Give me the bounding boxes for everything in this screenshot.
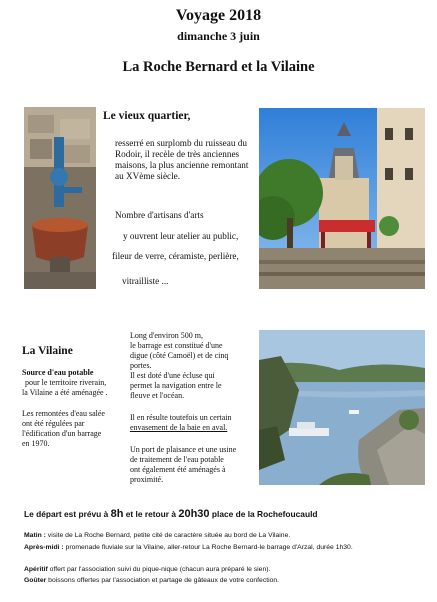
aprem-label: Après-midi : xyxy=(24,544,64,551)
aperitif-label: Apéritif xyxy=(24,566,48,573)
matin-label: Matin : xyxy=(24,532,46,539)
program-apres-midi xyxy=(24,543,424,552)
program-gouter xyxy=(24,576,424,585)
return-time: 20h30 xyxy=(178,508,210,520)
page-subtitle: La Roche Bernard et la Vilaine xyxy=(122,59,315,75)
remontees-line: l'édification d'un barrage xyxy=(22,429,102,438)
departure-part2: et le retour à xyxy=(123,509,179,519)
quartier-line: Rodoir, il recèle de très anciennes xyxy=(115,149,240,159)
barrage-line: Long d'environ 500 m, xyxy=(130,331,203,340)
fountain-photo xyxy=(24,107,96,289)
port-line: de traitement de l'eau potable xyxy=(130,455,224,464)
envasement-line: envasement de la baie en aval. xyxy=(130,423,228,432)
artisans-line: y ouvrent leur atelier au public, xyxy=(123,231,239,241)
source-bold: Source d'eau potable xyxy=(22,368,94,377)
quartier-line: au XVème siècle. xyxy=(115,171,181,181)
town-photo xyxy=(259,108,425,289)
artisans-line: Nombre d'artisans d'arts xyxy=(115,210,204,220)
vilaine-heading: La Vilaine xyxy=(22,345,73,357)
remontees-line: Les remontées d'eau salée xyxy=(22,409,105,418)
barrage-line: portes. xyxy=(130,361,152,370)
event-date: dimanche 3 juin xyxy=(177,29,260,43)
port-line: proximité. xyxy=(130,475,164,484)
program-aperitif xyxy=(24,565,424,574)
aperitif-text: offert par l'association suivi du pique-nique (chacun aura préparé le sien). xyxy=(47,566,271,573)
vilaine-source-line: pour le territoire riverain, xyxy=(25,378,107,387)
gouter-text: boissons offertes par l'association et partage de gâteaux de votre confection. xyxy=(46,577,280,584)
quartier-line: resserré en surplomb du ruisseau du xyxy=(115,138,247,148)
vilaine-source xyxy=(22,368,93,378)
remontees-line: ont été régulées par xyxy=(22,419,85,428)
vilaine-source-line: la Vilaine a été aménagée . xyxy=(22,388,108,397)
barrage-line: fleuve et l'océan. xyxy=(130,391,185,400)
departure-time: 8h xyxy=(110,508,124,520)
barrage-line: le barrage est constitué d'une xyxy=(130,341,223,350)
barrage-line: Il est doté d'une écluse qui xyxy=(130,371,215,380)
barrage-line: permet la navigation entre le xyxy=(130,381,222,390)
aprem-text: promenade fluviale sur la Vilaine, aller-retour La Roche Bernard-le barrage d'Arzal, durée 1h30. xyxy=(63,544,353,551)
matin-text: visite de La Roche Bernard, petite cité de caractère située au bord de La Vilaine. xyxy=(45,532,291,539)
quartier-heading: Le vieux quartier, xyxy=(103,110,191,122)
port-line: ont également été aménagés à xyxy=(130,465,226,474)
quartier-line: maisons, la plus ancienne remontant xyxy=(115,160,249,170)
barrage-line: digue (côté Camoël) et de cinq xyxy=(130,351,229,360)
port-line: Un port de plaisance et une usine xyxy=(130,445,237,454)
artisans-line: vitrailliste ... xyxy=(122,276,169,286)
resulte-line: Il en résulte toutefois un certain xyxy=(130,413,232,422)
remontees-line: en 1970. xyxy=(22,439,50,448)
departure-line xyxy=(24,508,318,520)
page-title: Voyage 2018 xyxy=(175,7,262,24)
departure-part3: place de la Rochefoucauld xyxy=(209,509,318,519)
artisans-line: fileur de verre, céramiste, perlière, xyxy=(112,251,239,261)
program-matin xyxy=(24,531,424,540)
gouter-label: Goûter xyxy=(24,577,47,584)
departure-part1: Le départ est prévu à xyxy=(24,509,111,519)
river-photo xyxy=(259,330,425,485)
